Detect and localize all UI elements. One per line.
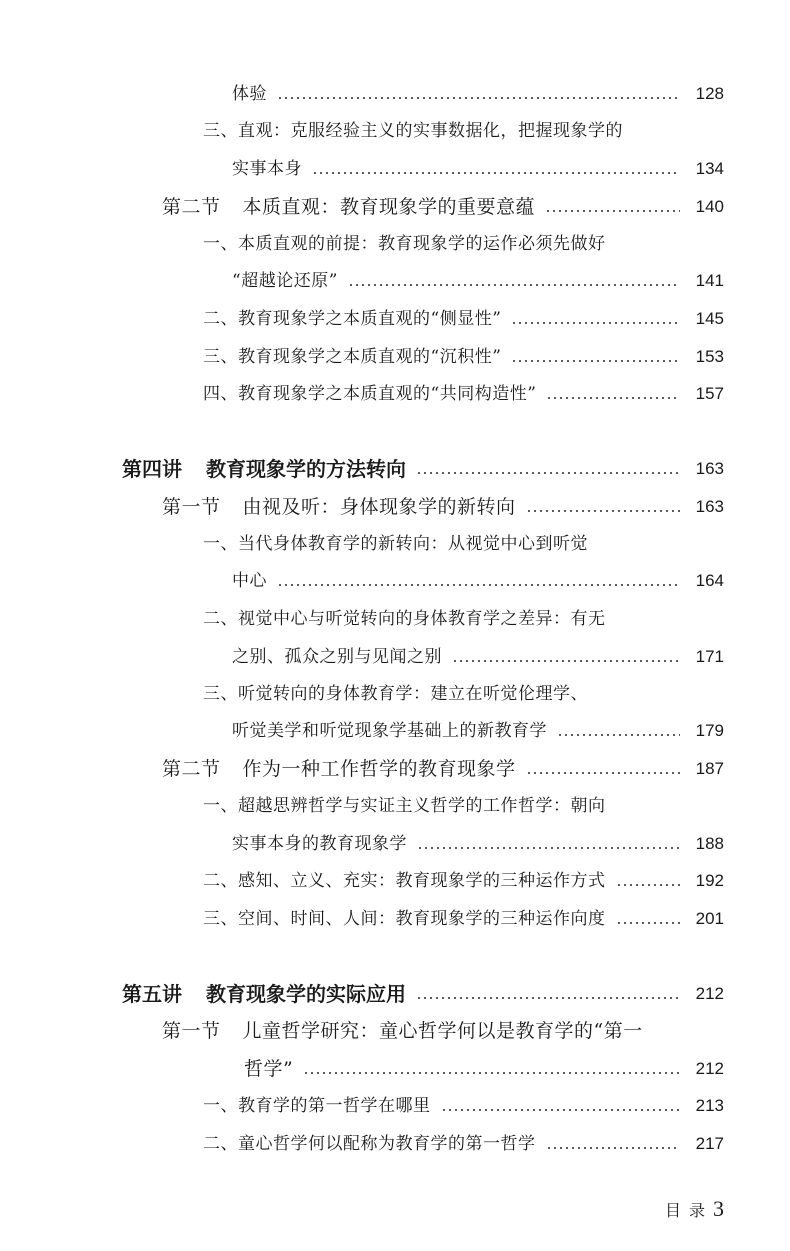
toc-section-number: 第二节 bbox=[162, 758, 221, 780]
toc-entry bbox=[232, 712, 724, 742]
toc-page-number: 187 bbox=[695, 759, 724, 778]
leader-dots bbox=[417, 847, 680, 849]
toc-page-number: 217 bbox=[695, 1134, 724, 1153]
leader-dots bbox=[616, 884, 681, 886]
toc-page-number: 163 bbox=[695, 459, 724, 478]
toc-entry bbox=[232, 825, 724, 855]
toc-page-number: 134 bbox=[695, 159, 724, 178]
leader-dots bbox=[441, 1109, 681, 1111]
toc-entry-title: 作为一种工作哲学的教育现象学 bbox=[242, 758, 516, 780]
toc-section-entry bbox=[244, 1050, 724, 1080]
toc-entry bbox=[232, 638, 724, 668]
toc-section-entry bbox=[162, 750, 724, 780]
leader-dots bbox=[303, 1072, 680, 1074]
toc-entry-title: 实事本身 bbox=[232, 159, 302, 179]
toc-entry-title: 二、童心哲学何以配称为教育学的第一哲学 bbox=[203, 1134, 536, 1154]
toc-entry bbox=[203, 600, 724, 630]
toc-page-number: 157 bbox=[695, 384, 724, 403]
toc-entry bbox=[232, 75, 724, 105]
toc-entry-title: 哲学” bbox=[244, 1058, 294, 1080]
toc-section-entry bbox=[162, 1012, 724, 1042]
toc-entry bbox=[203, 225, 724, 255]
toc-section-entry bbox=[162, 188, 724, 218]
leader-dots bbox=[312, 172, 680, 174]
toc-lecture-entry bbox=[122, 450, 724, 480]
toc-page-number: 128 bbox=[695, 84, 724, 103]
page-footer bbox=[665, 1196, 724, 1222]
toc-page-number: 164 bbox=[695, 571, 724, 590]
toc-entry-title: 二、教育现象学之本质直观的“侧显性” bbox=[203, 309, 502, 329]
toc-entry-title: 二、视觉中心与听觉转向的身体教育学之差异：有无 bbox=[203, 609, 606, 629]
leader-dots bbox=[546, 1147, 681, 1149]
leader-dots bbox=[277, 584, 680, 586]
leader-dots bbox=[546, 397, 680, 399]
toc-entry-title: 一、超越思辨哲学与实证主义哲学的工作哲学：朝向 bbox=[203, 796, 606, 816]
toc-page-number: 192 bbox=[695, 871, 724, 890]
toc-entry bbox=[232, 262, 724, 292]
toc-entry bbox=[203, 1087, 724, 1117]
toc-page-number: 201 bbox=[695, 909, 724, 928]
toc-entry-title: 体验 bbox=[232, 84, 267, 104]
toc-entry-title: 之别、孤众之别与见闻之别 bbox=[232, 647, 442, 667]
toc-entry-title: 一、当代身体教育学的新转向：从视觉中心到听觉 bbox=[203, 534, 588, 554]
leader-dots bbox=[511, 360, 680, 362]
toc-section-number: 第一节 bbox=[162, 496, 221, 518]
toc-entry-title: 三、空间、时间、人间：教育现象学的三种运作向度 bbox=[203, 909, 606, 929]
toc-entry-title: 教育现象学的实际应用 bbox=[206, 982, 406, 1006]
leader-dots bbox=[416, 997, 680, 999]
toc-page-number: 153 bbox=[695, 347, 724, 366]
toc-entry bbox=[232, 150, 724, 180]
toc-entry-title: 中心 bbox=[232, 571, 267, 591]
leader-dots bbox=[416, 472, 680, 474]
toc-lecture-number: 第四讲 bbox=[122, 457, 182, 481]
leader-dots bbox=[616, 922, 681, 924]
leader-dots bbox=[452, 660, 680, 662]
toc-lecture-number: 第五讲 bbox=[122, 982, 182, 1006]
leader-dots bbox=[511, 322, 680, 324]
toc-entry bbox=[203, 900, 724, 930]
toc-entry-title: 儿童哲学研究：童心哲学何以是教育学的“第一 bbox=[242, 1020, 643, 1042]
leader-dots bbox=[545, 210, 680, 212]
toc-page-number: 141 bbox=[695, 271, 724, 290]
toc-lecture-entry bbox=[122, 975, 724, 1005]
toc-entry-title: 一、本质直观的前提：教育现象学的运作必须先做好 bbox=[203, 234, 606, 254]
toc-entry-title: 本质直观：教育现象学的重要意蕴 bbox=[242, 196, 536, 218]
toc-entry bbox=[203, 300, 724, 330]
toc-entry bbox=[203, 787, 724, 817]
running-footer-label: 目录 bbox=[664, 1201, 713, 1220]
toc-entry bbox=[203, 525, 724, 555]
toc-entry-title: 一、教育学的第一哲学在哪里 bbox=[203, 1096, 431, 1116]
toc-entry-title: 三、听觉转向的身体教育学：建立在听觉伦理学、 bbox=[203, 684, 588, 704]
toc-page-number: 171 bbox=[695, 647, 724, 666]
toc-entry-title: 三、直观：克服经验主义的实事数据化，把握现象学的 bbox=[203, 121, 623, 141]
leader-dots bbox=[526, 510, 680, 512]
toc-entry bbox=[203, 862, 724, 892]
toc-page-number: 212 bbox=[695, 984, 724, 1003]
toc-entry-title: 教育现象学的方法转向 bbox=[206, 457, 406, 481]
toc-page-number: 163 bbox=[695, 497, 724, 516]
toc-entry bbox=[203, 112, 724, 142]
toc-section-number: 第一节 bbox=[162, 1020, 221, 1042]
toc-entry bbox=[203, 1125, 724, 1155]
toc-entry bbox=[232, 562, 724, 592]
toc-entry bbox=[203, 375, 724, 405]
toc-entry-title: 四、教育现象学之本质直观的“共同构造性” bbox=[203, 384, 537, 404]
folio-page-number: 3 bbox=[713, 1196, 724, 1221]
leader-dots bbox=[526, 772, 680, 774]
toc-entry bbox=[203, 675, 724, 705]
toc-page-number: 212 bbox=[695, 1059, 724, 1078]
toc-page-number: 188 bbox=[695, 834, 724, 853]
toc-entry-title: 实事本身的教育现象学 bbox=[232, 834, 407, 854]
toc-entry-title: “超越论还原” bbox=[232, 271, 338, 291]
leader-dots bbox=[277, 97, 680, 99]
toc-entry-title: 由视及听：身体现象学的新转向 bbox=[242, 496, 516, 518]
toc-entry-title: 三、教育现象学之本质直观的“沉积性” bbox=[203, 347, 502, 367]
toc-entry-title: 听觉美学和听觉现象学基础上的新教育学 bbox=[232, 721, 547, 741]
toc-page-number: 145 bbox=[695, 309, 724, 328]
toc-entry-title: 二、感知、立义、充实：教育现象学的三种运作方式 bbox=[203, 871, 606, 891]
toc-entry bbox=[203, 338, 724, 368]
leader-dots bbox=[348, 284, 680, 286]
toc-section-number: 第二节 bbox=[162, 196, 221, 218]
toc-page-number: 213 bbox=[695, 1096, 724, 1115]
leader-dots bbox=[557, 734, 680, 736]
toc-section-entry bbox=[162, 488, 724, 518]
toc-page-number: 140 bbox=[695, 197, 724, 216]
toc-page-number: 179 bbox=[695, 721, 724, 740]
